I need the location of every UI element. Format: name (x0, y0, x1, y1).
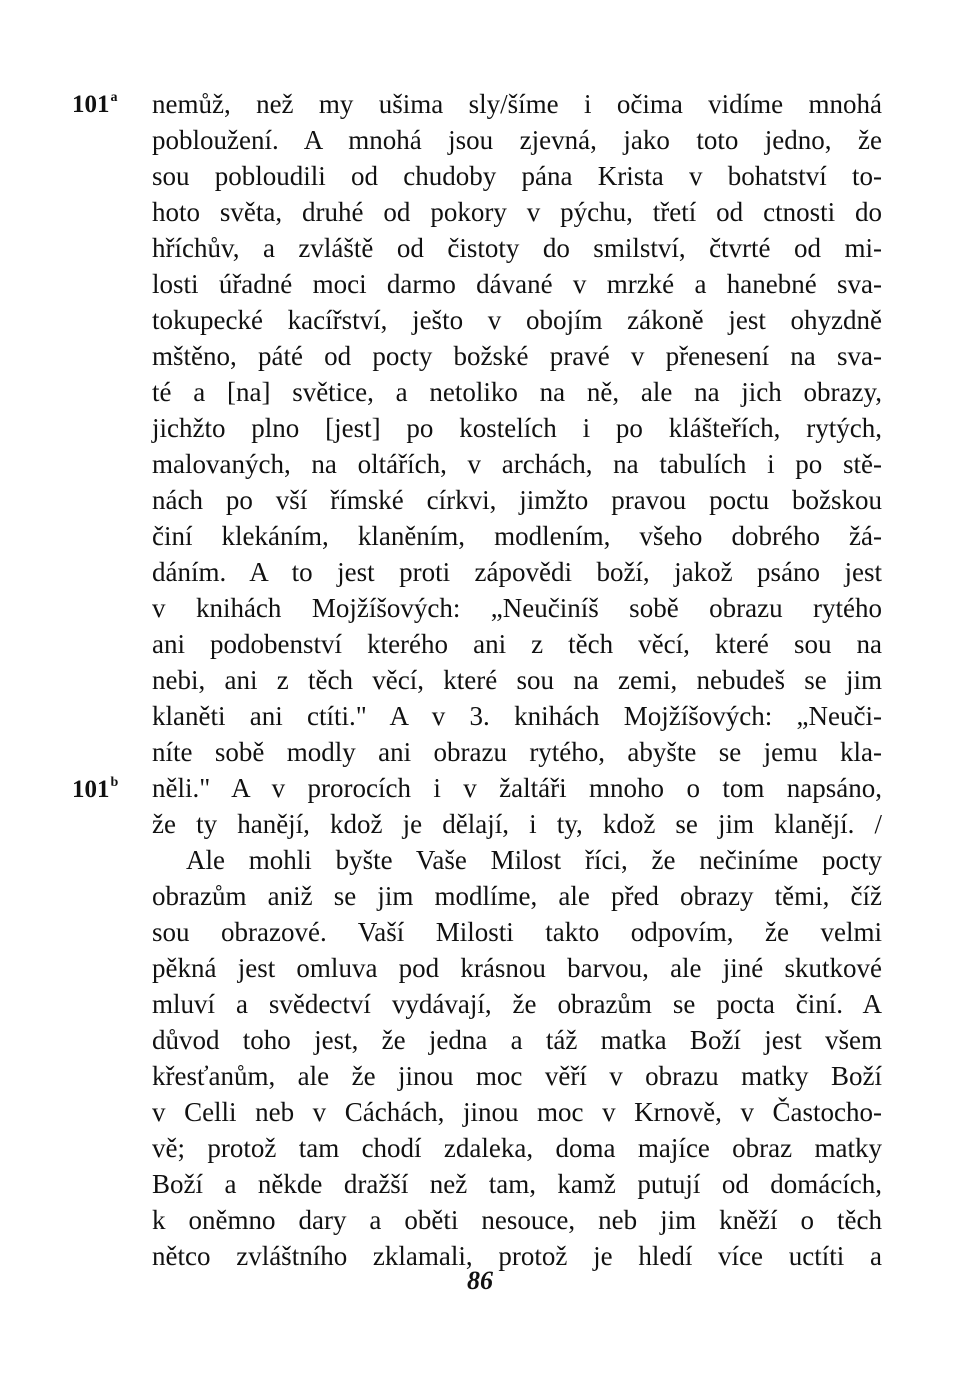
text-line: něli." A v prorocích i v žaltáři mnoho o tom napsáno, (152, 773, 882, 803)
text-line: nách po vší římské církvi, jimžto pravou poctu božskou (152, 485, 882, 515)
margin-note-101a: 101$^a$ (72, 89, 118, 118)
text-line: v knihách Mojžíšových: „Neučiníš sobě obrazu rytého (152, 593, 882, 623)
text-line: nětco zvláštního zklamali, protož je hledí více uctíti a (152, 1241, 882, 1271)
text-line: níte sobě modly ani obrazu rytého, abyšte se jemu kla- (152, 737, 882, 767)
text-line: hříchův, a zvláště od čistoty do smilství, čtvrté od mi- (152, 233, 882, 263)
text-line: sou pobloudili od chudoby pána Krista v bohatství to- (152, 161, 882, 191)
text-line: že ty hanějí, kdož je dělají, i ty, kdož se jim klanějí. / (152, 809, 882, 839)
text-line: v Celli neb v Cáchách, jinou moc v Krnově, v Častocho- (152, 1097, 882, 1127)
text-line: křesťanům, ale že jinou moc věří v obrazu matky Boží (152, 1061, 882, 1091)
text-line: té a [na] světice, a netoliko na ně, ale na jich obrazy, (152, 377, 882, 407)
text-line: tokupecké kacířství, ješto v obojím zákoně jest ohyzdně (152, 305, 882, 335)
text-line: mluví a svědectví vydávají, že obrazům se pocta činí. A (152, 989, 882, 1019)
text-line: pobloužení. A mnohá jsou zjevná, jako toto jedno, že (152, 125, 882, 155)
text-line: mštěno, páté od pocty božské pravé v přenesení na sva- (152, 341, 882, 371)
text-line: malovaných, na oltářích, v archách, na tabulích i po stě- (152, 449, 882, 479)
text-line: sou obrazové. Vaší Milosti takto odpovím, že velmi (152, 917, 882, 947)
text-line: nebi, ani z těch věcí, které sou na zemi, nebudeš se jim (152, 665, 882, 695)
text-line-paragraph-start: Ale mohli byšte Vaše Milost říci, že nečiníme pocty (186, 845, 882, 875)
text-line: Boží a někde dražší než tam, kamž putují od domácích, (152, 1169, 882, 1199)
text-line: hoto světa, druhé od pokory v pýchu, třetí od ctnosti do (152, 197, 882, 227)
text-line: ani podobenství kterého ani z těch věcí, které sou na (152, 629, 882, 659)
text-line: pěkná jest omluva pod krásnou barvou, ale jiné skutkové (152, 953, 882, 983)
margin-note-101b: 101$^b$ (72, 774, 119, 803)
text-line: jichžto plno [jest] po kostelích i po klášteřích, rytých, (152, 413, 882, 443)
text-line: dáním. A to jest proti zápovědi boží, jakož psáno jest (152, 557, 882, 587)
text-line: nemůž, než my ušima sly/šíme i očima vidíme mnohá (152, 89, 882, 119)
text-line: důvod toho jest, že jedna a táž matka Boží jest všem (152, 1025, 882, 1055)
text-line: obrazům aniž se jim modlíme, ale před obrazy těmi, číž (152, 881, 882, 911)
text-line: vě; protož tam chodí zdaleka, doma majíce obraz matky (152, 1133, 882, 1163)
text-line: losti úřadné moci darmo dávané v mrzké a hanebné sva- (152, 269, 882, 299)
page-number: 86 (467, 1266, 493, 1295)
text-line: činí klekáním, klaněním, modlením, všeho dobrého žá- (152, 521, 882, 551)
text-line: klaněti ani ctíti." A v 3. knihách Mojžíšových: „Neuči- (152, 701, 882, 731)
text-line: k oněmno dary a oběti nesouce, neb jim kněží o těch (152, 1205, 882, 1235)
